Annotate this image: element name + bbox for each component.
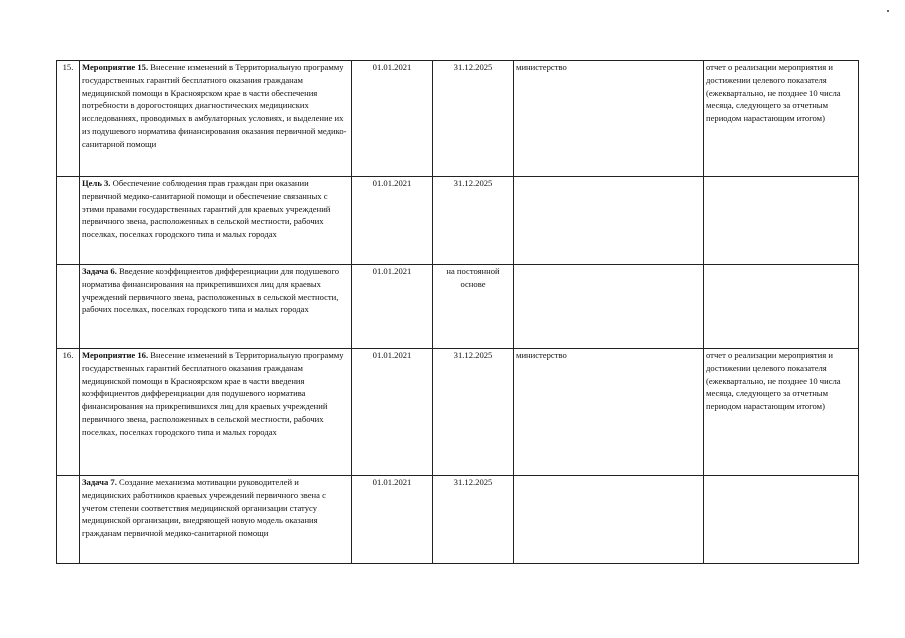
item-text: Внесение изменений в Территориальную программу государственных гарантий бесплатного оказания гражданам медицинской помощи в Красноярском крае в части введения коэффициентов дифференциации для подушевого норматива финансирования на прикрепившихся лиц для краевых учреждений первичного звена, расположенных в сельской местности, рабочих поселках, поселках городского типа и малых городах [82, 350, 344, 437]
result-cell [704, 177, 859, 265]
item-text: Обеспечение соблюдения прав граждан при оказании первичной медико-санитарной помощи и обеспечение связанных с этими правами государственных гарантий для краевых учреждений первичного звена, расположенных в сельской местности, рабочих поселках, поселках городского типа и малых городах [82, 178, 331, 240]
start-date: 01.01.2021 [352, 61, 433, 177]
end-date: 31.12.2025 [433, 61, 514, 177]
row-number [57, 265, 80, 349]
result-cell: отчет о реализации мероприятия и достижении целевого показателя (ежеквартально, не позднее 10 числа месяца, следующего за отчетным периодом нарастающим итогом) [704, 349, 859, 476]
row-number: 15. [57, 61, 80, 177]
item-label: Задача 7. [82, 477, 117, 487]
row-number: 16. [57, 349, 80, 476]
table-row [57, 177, 859, 265]
row-number [57, 476, 80, 564]
item-label: Цель 3. [82, 178, 111, 188]
item-label: Мероприятие 16. [82, 350, 149, 360]
item-label: Мероприятие 15. [82, 62, 149, 72]
table-row [57, 61, 859, 177]
responsible-cell: министерство [514, 61, 704, 177]
scan-speck [887, 10, 889, 12]
responsible-cell [514, 177, 704, 265]
start-date: 01.01.2021 [352, 265, 433, 349]
table-row [57, 265, 859, 349]
responsible-cell [514, 476, 704, 564]
item-text: Внесение изменений в Территориальную программу государственных гарантий бесплатного оказания гражданам медицинской помощи в Красноярском крае в части обеспечения потребности в дорогостоящих диагностических медицинских исследованиях, проводимых в амбулаторных условиях, и выделение их из подушевого норматива финансирования оказания первичной медико-санитарной помощи [82, 62, 347, 149]
start-date: 01.01.2021 [352, 349, 433, 476]
item-label: Задача 6. [82, 266, 117, 276]
result-cell: отчет о реализации мероприятия и достижении целевого показателя (ежеквартально, не позднее 10 числа месяца, следующего за отчетным периодом нарастающим итогом) [704, 61, 859, 177]
start-date: 01.01.2021 [352, 177, 433, 265]
item-text: Введение коэффициентов дифференциации для подушевого норматива финансирования на прикрепившихся лиц для краевых учреждений первичного звена, расположенных в сельской местности, рабочих поселках, поселках городского типа и малых городах [82, 266, 339, 315]
responsible-cell: министерство [514, 349, 704, 476]
description-cell [80, 61, 352, 177]
description-cell [80, 349, 352, 476]
end-date: 31.12.2025 [433, 476, 514, 564]
row-number [57, 177, 80, 265]
result-cell [704, 476, 859, 564]
responsible-cell [514, 265, 704, 349]
item-text: Создание механизма мотивации руководителей и медицинских работников краевых учреждений первичного звена с учетом степени соответствия медицинской организации статусу медицинской организации, внедряющей новую модель оказания гражданам первичной медико-санитарной помощи [82, 477, 326, 539]
table-row [57, 476, 859, 564]
description-cell [80, 265, 352, 349]
table-row [57, 349, 859, 476]
description-cell [80, 177, 352, 265]
end-date: на постоянной основе [433, 265, 514, 349]
end-date: 31.12.2025 [433, 349, 514, 476]
description-cell [80, 476, 352, 564]
start-date: 01.01.2021 [352, 476, 433, 564]
result-cell [704, 265, 859, 349]
end-date: 31.12.2025 [433, 177, 514, 265]
document-table [56, 60, 859, 564]
